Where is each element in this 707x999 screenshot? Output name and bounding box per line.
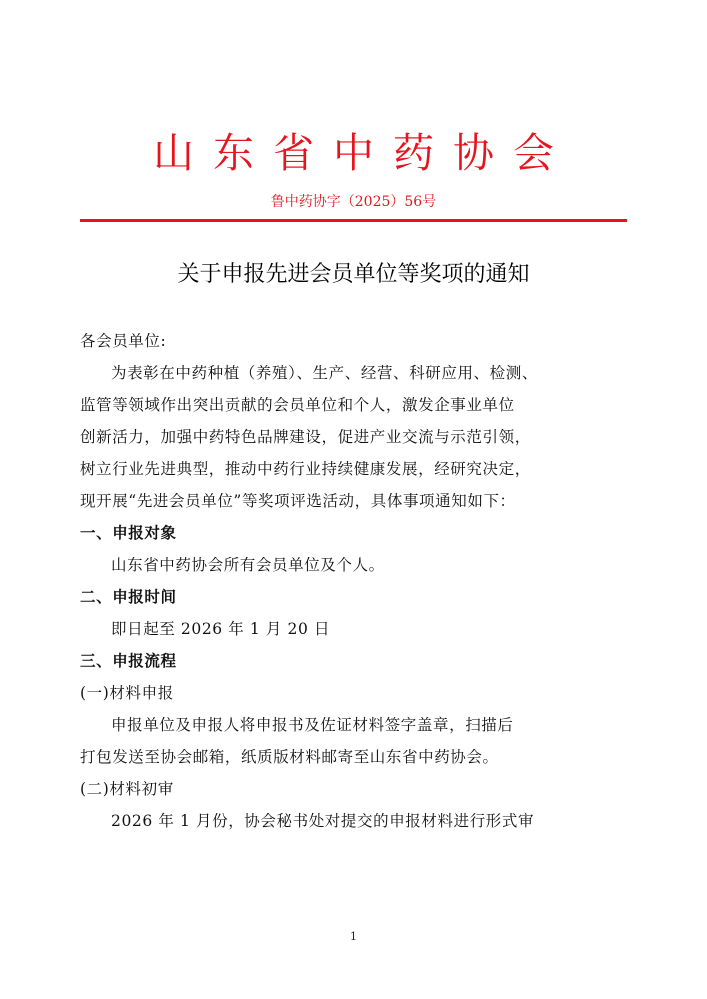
document-body (80, 325, 630, 837)
document-title: 关于申报先进会员单位等奖项的通知 (177, 262, 530, 287)
intro-line: 树立行业先进典型，推动中药行业持续健康发展，经研究决定， (80, 460, 531, 478)
section-heading-applicants: 一、申报对象 (80, 524, 177, 542)
subsection-heading-submission: (一)材料申报 (80, 684, 174, 702)
header-red-rule (80, 219, 627, 222)
submission-line: 打包发送至协会邮箱，纸质版材料邮寄至山东省中药协会。 (80, 748, 499, 766)
intro-line: 监管等领域作出突出贡献的会员单位和个人，激发企事业单位 (80, 396, 515, 414)
subsection-heading-review: (二)材料初审 (80, 780, 174, 798)
intro-line: 创新活力，加强中药特色品牌建设，促进产业交流与示范引领， (80, 428, 531, 446)
section-heading-process: 三、申报流程 (80, 652, 177, 670)
page-number: 1 (350, 930, 357, 943)
intro-line: 为表彰在中药种植（养殖）、生产、经营、科研应用、检测、 (111, 364, 538, 382)
intro-line: 现开展“先进会员单位”等奖项评选活动，具体事项通知如下： (80, 492, 516, 510)
submission-line: 申报单位及申报人将申报书及佐证材料签字盖章，扫描后 (111, 716, 514, 734)
review-line: 2026 年 1 月份，协会秘书处对提交的申报材料进行形式审 (111, 812, 535, 830)
document-number: 鲁中药协字（2025）56号 (270, 194, 437, 210)
organization-name: 山东省中药协会 (153, 129, 573, 177)
salutation: 各会员单位: (80, 332, 167, 350)
section-text-time: 即日起至 2026 年 1 月 20 日 (111, 620, 331, 638)
section-heading-time: 二、申报时间 (80, 588, 177, 606)
section-text-applicants: 山东省中药协会所有会员单位及个人。 (111, 556, 385, 574)
